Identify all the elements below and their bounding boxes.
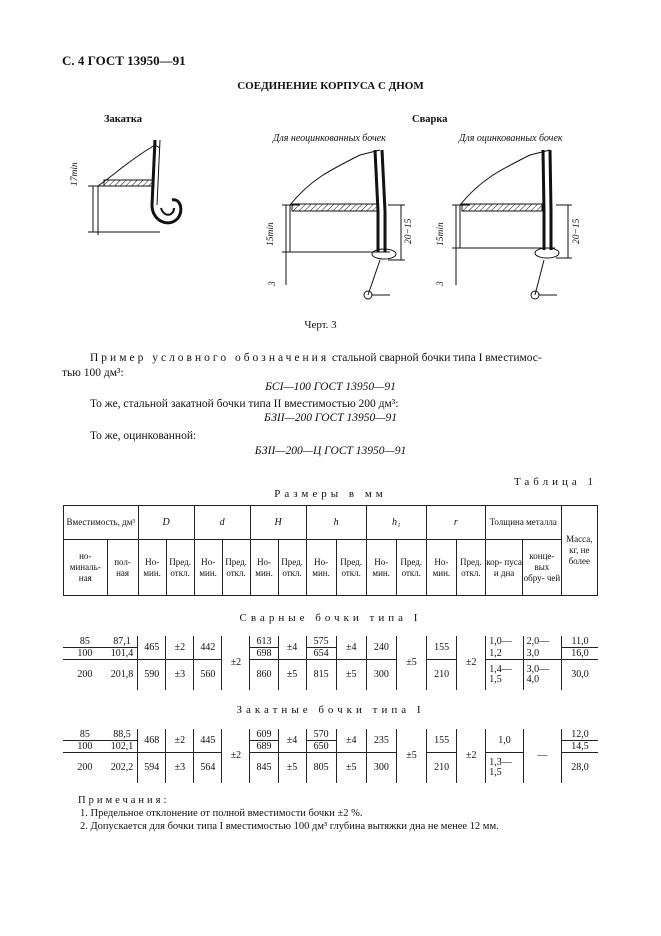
cell: 613 (250, 636, 278, 648)
head-nom: Но- мин. (306, 540, 336, 596)
head-nom: Но- мин. (366, 540, 396, 596)
formula-2: БЗII—200 ГОСТ 13950—91 (263, 412, 398, 424)
cell: 689 (250, 741, 278, 753)
table-number: Таблица 1 (513, 476, 597, 488)
cell: 560 (194, 660, 222, 690)
cell: 155 (427, 729, 457, 753)
cell: 240 (366, 636, 396, 660)
cell: 609 (250, 729, 278, 741)
rolling-joint-drawing (88, 140, 181, 235)
notes-title: Примечания: (78, 795, 170, 806)
cell-pair (486, 660, 523, 690)
cell: 3,0 (523, 648, 561, 660)
head-pred: Пред. откл. (396, 540, 426, 596)
head-nom: Но- мин. (426, 540, 456, 596)
head-D: D (138, 506, 194, 540)
cell: 594 (138, 753, 166, 783)
head-body: кор- пуса и дна (485, 540, 522, 596)
cell: ±2 (457, 729, 486, 783)
cell: ±4 (278, 729, 306, 753)
head-r: r (426, 506, 485, 540)
cell: 468 (138, 729, 166, 753)
dimensions-table-header (63, 505, 598, 596)
cell: 155 (427, 636, 457, 660)
label-zinc: Для оцинкованных бочек (459, 133, 563, 144)
cell: 30,0 (562, 660, 598, 690)
cell: 300 (366, 753, 396, 783)
welded-nonzinc-drawing (282, 150, 405, 299)
head-pred: Пред. откл. (456, 540, 485, 596)
cell: 2,0— (523, 636, 561, 648)
head-thickness: Толщина металла (485, 506, 561, 540)
section-welded: Сварные бочки типа I (239, 612, 422, 624)
head-H: H (250, 506, 306, 540)
dim-17min: 17min (70, 162, 80, 186)
label-welding: Сварка (412, 114, 448, 125)
welded-table (63, 636, 598, 690)
head-full: пол- ная (107, 540, 138, 596)
cell: 210 (427, 753, 457, 783)
head-nom: Но- мин. (194, 540, 222, 596)
joint-drawings (60, 110, 600, 310)
cell: 805 (306, 753, 336, 783)
dim-3-right: 3 (436, 281, 446, 286)
example-text1b: тью 100 дм³: (62, 367, 124, 379)
cell: 1,5 (489, 766, 502, 778)
notes (80, 794, 499, 833)
label-rolling: Закатка (104, 114, 142, 125)
head-pred: Пред. откл. (336, 540, 366, 596)
dim-20-15-left: 20−15 (404, 218, 414, 244)
example-text3: То же, оцинкованной: (90, 430, 197, 442)
head-pred: Пред. откл. (222, 540, 250, 596)
cell: 14,5 (562, 741, 598, 753)
cell: 1,0— (486, 636, 523, 648)
cell: 87,1 (107, 636, 138, 648)
cell: 16,0 (562, 648, 598, 660)
cell: 1,0 (486, 729, 523, 753)
formula-1: БСI—100 ГОСТ 13950—91 (265, 381, 396, 393)
cell: ±5 (396, 636, 426, 690)
cell: 85 (63, 636, 107, 648)
head-nom: Но- мин. (138, 540, 166, 596)
cell: 4,0 (526, 673, 540, 685)
cell: 202,2 (110, 762, 134, 774)
cell: ±5 (336, 660, 366, 690)
cell: 200 (77, 762, 93, 774)
cell: 28,0 (562, 753, 598, 783)
cell: 860 (250, 660, 278, 690)
cell: 445 (194, 729, 222, 753)
cell: ±4 (336, 636, 366, 660)
head-mass: Масса, кг, не более (561, 506, 597, 596)
cell: 102,1 (107, 741, 138, 753)
cell: 11,0 (562, 636, 598, 648)
cell: 100 (63, 648, 107, 660)
cell: 815 (306, 660, 336, 690)
cell-pair (486, 753, 523, 783)
formula-3: БЗII—200—Ц ГОСТ 13950—91 (254, 445, 407, 457)
cell: 200 (77, 669, 93, 681)
cell: 12,0 (562, 729, 598, 741)
section-title: СОЕДИНЕНИЕ КОРПУСА С ДНОМ (237, 80, 424, 92)
cell: 101,4 (107, 648, 138, 660)
cell: ±4 (336, 729, 366, 753)
cell: 1,4— (489, 663, 512, 675)
cell: ±2 (166, 636, 194, 660)
note-1: 1. Предельное отклонение от полной вместимости бочки ±2 %. (80, 808, 363, 819)
cell: 845 (250, 753, 278, 783)
head-h1: h₁ (366, 506, 426, 540)
dim-3-left: 3 (268, 281, 278, 286)
rolled-table (63, 729, 598, 783)
cell: 210 (427, 660, 457, 690)
cell: ±2 (222, 729, 250, 783)
cell: ±5 (336, 753, 366, 783)
cell: 235 (366, 729, 396, 753)
cell: ±4 (278, 636, 306, 660)
head-capacity: Вместимость, дм³ (64, 506, 139, 540)
cell: ±3 (166, 753, 194, 783)
cell: 564 (194, 753, 222, 783)
cell: 300 (366, 660, 396, 690)
cell: 650 (306, 741, 336, 753)
cell: ±2 (166, 729, 194, 753)
head-nom: Но- мин. (250, 540, 278, 596)
cell: 85 (63, 729, 107, 741)
cell: 1,2 (486, 648, 523, 660)
cell: — (523, 729, 561, 783)
head-h: h (306, 506, 366, 540)
cell: 575 (306, 636, 336, 648)
example-text2: То же, стальной закатной бочки типа II вместимостью 200 дм³: (90, 398, 399, 410)
cell-pair (523, 660, 561, 690)
head-rings: конце- вых обру- чей (523, 540, 561, 596)
cell: 100 (63, 741, 107, 753)
table-subtitle: Размеры в мм (274, 488, 387, 500)
example-line1 (90, 351, 542, 366)
cell: 590 (138, 660, 166, 690)
cell: ±2 (222, 636, 250, 690)
head-pred: Пред. откл. (166, 540, 194, 596)
dim-15min-left: 15min (266, 222, 276, 246)
example-lead: Пример условного обозначения (90, 352, 330, 364)
head-d: d (194, 506, 250, 540)
label-nonzinc: Для неоцинкованных бочек (273, 133, 386, 144)
cell: 201,8 (110, 669, 134, 681)
cell: ±5 (278, 753, 306, 783)
note-2: 2. Допускается для бочки типа I вместимостью 100 дм³ глубина вытяжки дна не менее 12 мм. (80, 821, 499, 832)
section-rolled: Закатные бочки типа I (236, 704, 425, 716)
dim-15min-right: 15min (436, 222, 446, 246)
cell: 465 (138, 636, 166, 660)
welded-zinc-drawing (452, 150, 572, 299)
cell: 654 (306, 648, 336, 660)
figure-caption: Черт. 3 (304, 319, 337, 331)
cell: 88,5 (107, 729, 138, 741)
cell: 698 (250, 648, 278, 660)
cell: 3,0— (526, 663, 550, 675)
example-text1: стальной сварной бочки типа I вместимос- (332, 352, 542, 364)
cell: 1,5 (489, 673, 502, 685)
cell: ±2 (457, 636, 486, 690)
head-nominal: но- миналь- ная (64, 540, 108, 596)
page-header: С. 4 ГОСТ 13950—91 (62, 53, 186, 68)
head-pred: Пред. откл. (278, 540, 306, 596)
cell: ±5 (396, 729, 426, 783)
cell: 570 (306, 729, 336, 741)
cell: ±5 (278, 660, 306, 690)
cell: ±3 (166, 660, 194, 690)
cell: 1,3— (489, 756, 512, 768)
dim-20-15-right: 20−15 (572, 218, 582, 244)
cell: 442 (194, 636, 222, 660)
